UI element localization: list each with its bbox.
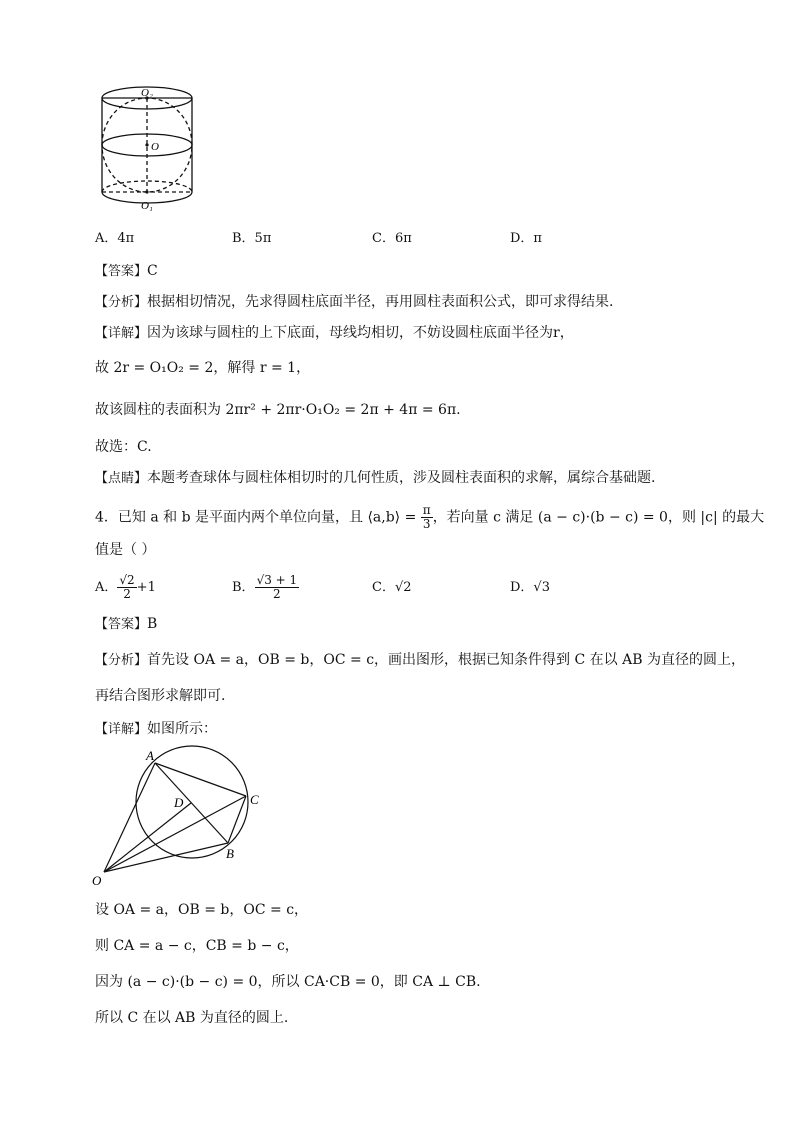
q4-stem-line1: [95, 504, 764, 531]
q4-line1: 设 OA = a，OB = b，OC = c，: [95, 902, 309, 918]
q3-option-a: A．4π: [95, 231, 135, 246]
option-tail: +1: [136, 580, 156, 595]
q3-comment: [95, 468, 655, 489]
detail-tag: 【详解】: [95, 722, 148, 737]
analysis-tag: 【分析】: [95, 653, 148, 668]
frac-den: 2: [273, 587, 281, 601]
q4-analysis-line2: 再结合图形求解即可.: [95, 688, 226, 704]
frac-den: 2: [123, 587, 131, 601]
q4-option-b: [232, 574, 299, 601]
label-b: B: [226, 846, 234, 861]
q4-line4: 所以 C 在以 AB 为直径的圆上.: [95, 1010, 289, 1026]
q4-option-a: [95, 574, 156, 601]
vector-circle-figure: [88, 742, 278, 890]
label-o1: O₁: [141, 200, 153, 212]
q4-detail: [95, 719, 217, 740]
q4-stem-part2: ，若向量 c 满足 (a − c)·(b − c) = 0，则 |c| 的最大: [432, 509, 765, 526]
analysis-text: 根据相切情况，先求得圆柱底面半径，再用圆柱表面积公式，即可求得结果.: [147, 294, 614, 310]
analysis-tag: 【分析】: [95, 295, 148, 310]
q3-option-b: B．5π: [232, 231, 272, 246]
detail-text: 因为该球与圆柱的上下底面，母线均相切，不妨设圆柱底面半径为r，: [147, 325, 574, 341]
detail-tag: 【详解】: [95, 326, 148, 341]
q4-line2: 则 CA = a − c，CB = b − c，: [95, 938, 299, 954]
option-label: B．: [232, 580, 255, 595]
q3-line2: 故 2r = O₁O₂ = 2，解得 r = 1，: [95, 360, 311, 376]
q4-stem-line2: 值是（ ）: [95, 542, 156, 558]
segment-a-c: [155, 763, 246, 796]
q3-choose: 故选：C.: [95, 439, 152, 455]
option-label: A．: [95, 580, 118, 595]
option-a-fraction: [117, 574, 136, 601]
q4-option-c: C．√2: [372, 580, 412, 595]
q4-stem-part1: 4．已知 a 和 b 是平面内两个单位向量，且 ⟨a,b⟩ =: [95, 509, 417, 526]
answer-text: C: [147, 263, 158, 279]
q3-option-c: C．6π: [372, 231, 412, 246]
frac-num: √3 + 1: [256, 573, 298, 587]
q3-line3: 故该圆柱的表面积为 2πr² + 2πr·O₁O₂ = 2π + 4π = 6π.: [95, 402, 461, 418]
q4-line3: 因为 (a − c)·(b − c) = 0，所以 CA·CB = 0，即 CA ⊥ CB.: [95, 974, 481, 990]
detail-text: 如图所示：: [147, 721, 218, 737]
segment-a-b: [155, 763, 228, 843]
q3-analysis: [95, 292, 613, 313]
q4-analysis: [95, 650, 745, 671]
comment-text: 本题考查球体与圆柱体相切时的几何性质，涉及圆柱表面积的求解，属综合基础题.: [147, 470, 656, 486]
answer-tag: 【答案】: [95, 617, 148, 632]
frac-den: 3: [422, 517, 431, 531]
q4-answer: [95, 614, 157, 635]
label-a: A: [146, 748, 154, 763]
comment-tag: 【点睛】: [95, 471, 148, 486]
frac-num: √2: [119, 573, 135, 587]
q3-answer: [95, 261, 158, 282]
label-c: C: [250, 792, 259, 807]
frac-num: π: [422, 503, 431, 517]
q4-option-d: D．√3: [510, 580, 550, 595]
segment-o-a: [104, 763, 155, 872]
q4-angle-fraction: [421, 504, 433, 531]
q3-detail: [95, 323, 574, 344]
answer-text: B: [147, 616, 158, 632]
label-o2: O₂: [141, 87, 153, 99]
label-d: D: [174, 795, 184, 810]
label-o: O: [151, 141, 159, 153]
answer-tag: 【答案】: [95, 264, 148, 279]
cylinder-figure: [95, 82, 205, 214]
label-o: O: [92, 873, 102, 888]
analysis-text: 首先设 OA = a，OB = b，OC = c，画出图形，根据已知条件得到 C 在以 AB 为直径的圆上，: [147, 652, 745, 668]
q3-option-d: D．π: [510, 231, 542, 246]
option-b-fraction: [255, 574, 300, 601]
